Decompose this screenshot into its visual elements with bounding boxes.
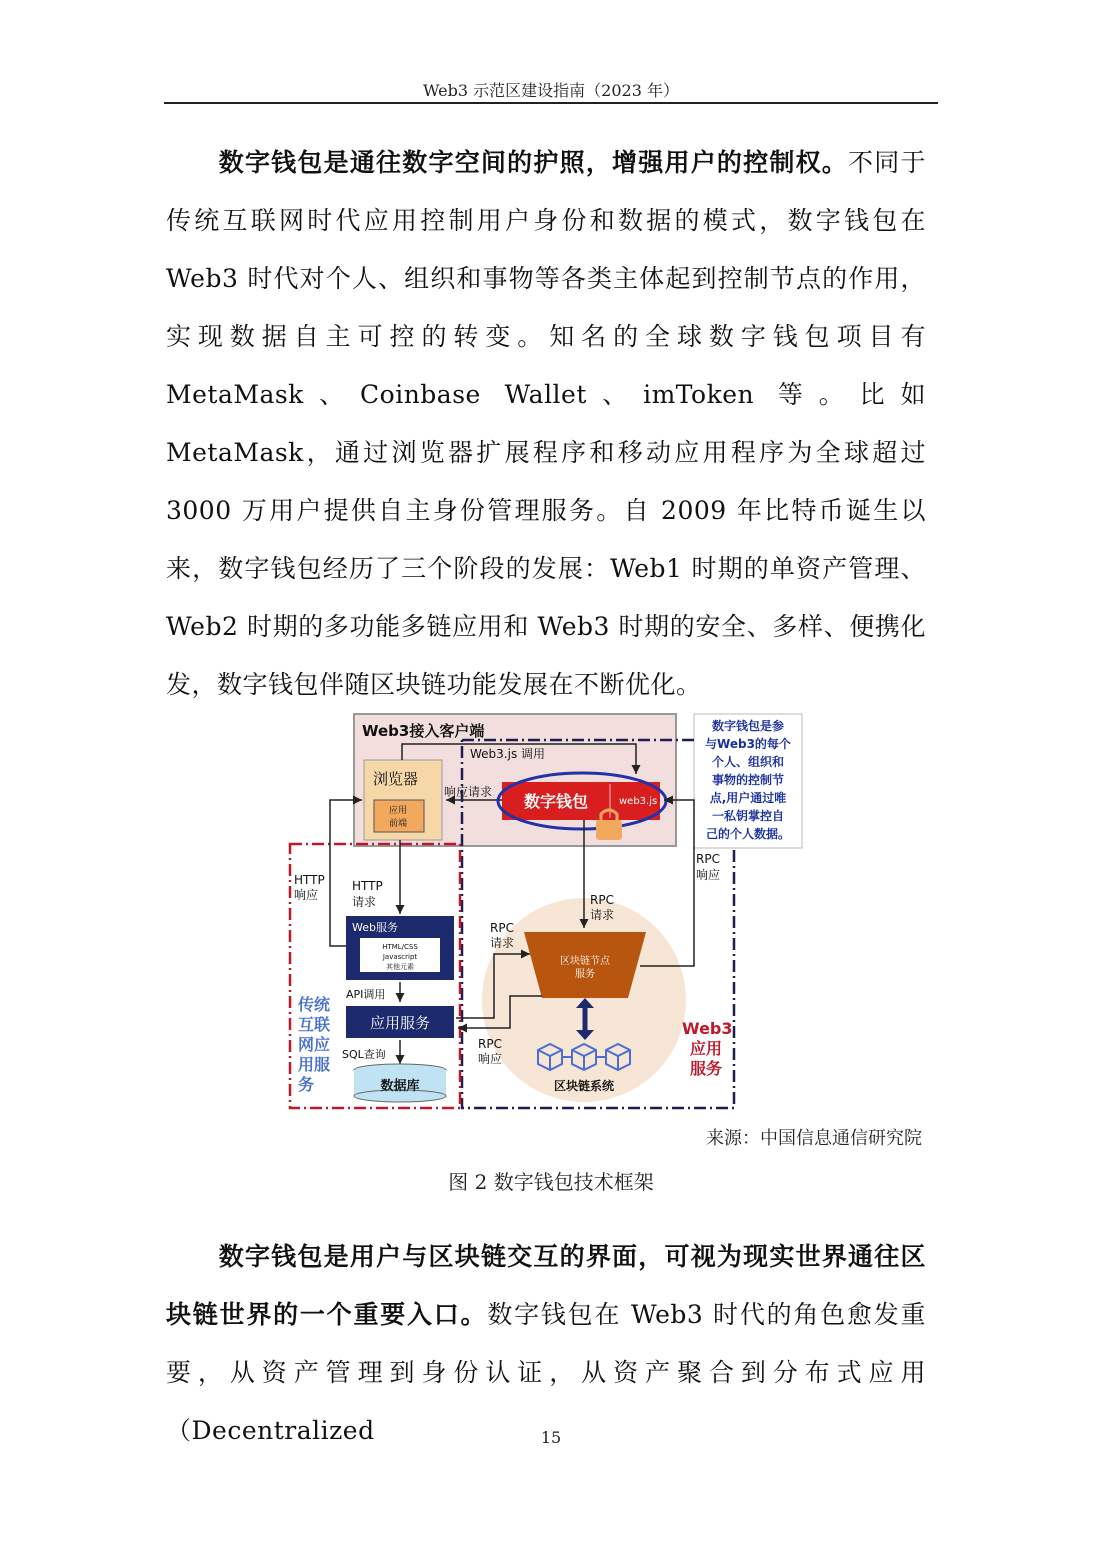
http-response-line1: HTTP: [294, 873, 325, 887]
html-css-label: HTML/CSS: [382, 943, 418, 951]
browser-label: 浏览器: [373, 770, 419, 788]
paragraph-2-body: 数字钱包在 Web3 时代的角色愈发重要，从资产管理到身份认证，从资产聚合到分布式应用（Decentralized: [166, 1300, 926, 1445]
node-service-line1: 区块链节点: [560, 956, 610, 967]
app-frontend-line1: 应用: [389, 806, 408, 816]
note-line-3: 个人、组织和: [711, 755, 785, 769]
database-label: 数据库: [380, 1079, 420, 1094]
note-line-7: 己的个人数据。: [705, 827, 791, 841]
http-response-line2: 响应: [294, 888, 319, 902]
paragraph-2: [166, 1228, 926, 1460]
web3-service-line1: Web3: [682, 1019, 733, 1038]
page-number: 15: [540, 1428, 562, 1447]
traditional-line1: 传统: [298, 995, 331, 1014]
blockchain-system-label: 区块链系统: [553, 1079, 615, 1093]
sql-query-label: SQL查询: [342, 1048, 386, 1061]
paragraph-1: [166, 134, 926, 714]
rpc-response-right-line2: 响应: [696, 868, 721, 882]
app-service-label: 应用服务: [369, 1014, 431, 1032]
node-service-line2: 服务: [575, 969, 595, 980]
rpc-response-left-line1: RPC: [478, 1037, 502, 1051]
note-line-4: 事物的控制节: [711, 773, 785, 787]
note-line-1: 数字钱包是参: [711, 719, 785, 733]
rpc-request-left-line1: RPC: [490, 921, 514, 935]
traditional-line2: 互联: [298, 1015, 331, 1034]
lock-icon: [596, 820, 622, 840]
web-service-label: Web服务: [352, 921, 398, 934]
wallet-label: 数字钱包: [524, 792, 589, 811]
web3-service-line3: 服务: [690, 1059, 723, 1078]
app-frontend-line2: 前端: [389, 819, 408, 829]
paragraph-2-lead: 数字钱包是用户与区块链交互的界面，可视为现实世界通往区块链世界的一个重要入口。: [166, 1242, 926, 1329]
header-rule: [164, 102, 938, 104]
figure-source: 来源：中国信息通信研究院: [706, 1128, 922, 1149]
rpc-response-left-line2: 响应: [478, 1052, 503, 1066]
figure-caption: 图 2 数字钱包技术框架: [448, 1170, 654, 1194]
note-line-2: 与Web3的每个: [705, 737, 791, 751]
traditional-line5: 务: [298, 1075, 315, 1094]
web3js-label: web3.js: [619, 796, 658, 807]
http-request-line1: HTTP: [352, 879, 383, 893]
paragraph-1-lead: 数字钱包是通往数字空间的护照，增强用户的控制权。: [218, 148, 849, 177]
web3js-call-label: Web3.js 调用: [470, 747, 546, 761]
client-title: Web3接入客户端: [362, 722, 485, 740]
response-request-label: 响应请求: [444, 785, 493, 799]
rpc-request-mid-line2: 请求: [590, 908, 615, 922]
note-line-5: 点,用户通过唯: [709, 791, 787, 805]
note-line-6: 一私钥掌控自: [711, 809, 785, 823]
rpc-response-right-line1: RPC: [696, 852, 720, 866]
web3-service-line2: 应用: [690, 1039, 723, 1058]
rpc-request-left-line2: 请求: [490, 936, 515, 950]
other-elements-label: 其他元素: [386, 963, 414, 971]
traditional-line3: 网应: [298, 1035, 331, 1054]
page-header: Web3 示范区建设指南（2023 年）: [423, 81, 679, 100]
traditional-line4: 用服: [298, 1055, 331, 1074]
api-call-label: API调用: [346, 988, 386, 1001]
paragraph-1-body: 不同于传统互联网时代应用控制用户身份和数据的模式，数字钱包在 Web3 时代对个人、组织和事物等各类主体起到控制节点的作用，实现数据自主可控的转变。知名的全球数字钱包项目有 MetaMask、Coinbase Wallet、imToken 等。比如 MetaMask，通过浏览器扩展程序和移动应用程序为全球超过 3000 万用户提供自主身份管理服务。自 2009 年比特币诞生以来，数字钱包经历了三个阶段的发展：Web1 时期的单资产管理、Web2 时期的多功能多链应用和 Web3 时期的安全、多样、便携化发，数字钱包伴随区块链功能发展在不断优化。: [166, 148, 926, 699]
rpc-request-mid-line1: RPC: [590, 893, 614, 907]
wallet-framework-figure: [284, 710, 806, 1116]
http-request-line2: 请求: [352, 895, 377, 909]
javascript-label: Javascript: [382, 953, 418, 961]
